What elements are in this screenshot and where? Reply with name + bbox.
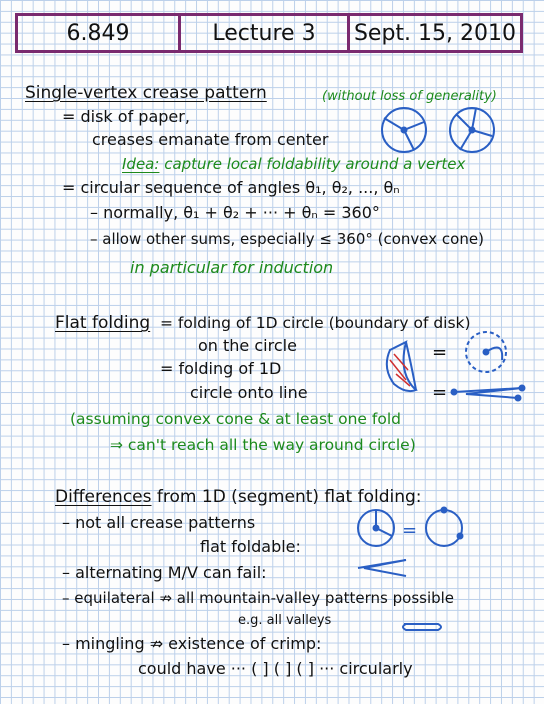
ff-line-on-circle: on the circle <box>198 336 297 355</box>
diff-item-alternating: – alternating M/V can fail: <box>62 563 267 582</box>
lecture-header <box>15 13 523 53</box>
wlog-note: (without loss of generality) <box>322 89 497 104</box>
disk-figure-2 <box>450 108 494 152</box>
diff-item-not-all: – not all crease patterns <box>62 513 256 532</box>
non-foldable-figures <box>356 506 466 554</box>
ff-line-folding-1d: = folding of 1D <box>160 359 282 378</box>
diff-item-could-have: could have ··· ( ] ( ] ( ] ··· circularly <box>138 659 413 678</box>
sv-line-normally: – normally, θ₁ + θ₂ + ··· + θₙ = 360° <box>90 203 380 222</box>
equals-sign-2: = <box>432 382 448 403</box>
circle-fold-figure <box>466 332 506 372</box>
idea-text: capture local foldability around a vertex <box>164 155 466 173</box>
idea-label: Idea: <box>122 155 160 173</box>
equals-sign-3: = <box>402 520 418 541</box>
sv-line-creases: creases emanate from center <box>92 130 329 149</box>
differences-word: Differences <box>55 487 152 507</box>
sv-line-allow: – allow other sums, especially ≤ 360° (convex cone) <box>90 230 484 248</box>
crease-circle-figure <box>358 510 394 546</box>
lecture-title: Lecture 3 <box>178 16 347 50</box>
folded-disk-figure <box>387 342 416 391</box>
line-fold-figure <box>452 386 525 401</box>
alternating-fail-figure <box>356 556 416 580</box>
differences-rest: from 1D (segment) flat folding: <box>156 487 422 507</box>
sv-line-angles: = circular sequence of angles θ₁, θ₂, ..., θₙ <box>62 178 400 197</box>
crimp-figure <box>400 618 446 636</box>
course-number: 6.849 <box>66 20 130 46</box>
disk-crease-figures <box>376 104 506 160</box>
section-title-differences <box>55 488 422 506</box>
sv-line-disk: = disk of paper, <box>62 107 190 126</box>
section-title-flat-folding: Flat folding <box>55 313 151 333</box>
ff-note-cant-reach: ⇒ can't reach all the way around circle) <box>110 436 416 454</box>
equals-sign-1: = <box>432 342 448 363</box>
sv-line-induction: in particular for induction <box>130 258 334 277</box>
section-title-single-vertex: Single-vertex crease pattern <box>25 83 267 103</box>
ff-note-convex: (assuming convex cone & at least one fold <box>70 410 401 428</box>
ff-line-1d-circle: = folding of 1D circle (boundary of disk) <box>160 314 471 332</box>
disk-figure-1 <box>382 108 426 152</box>
diff-item-flat-foldable: flat foldable: <box>200 537 301 556</box>
lecture-date: Sept. 15, 2010 <box>347 16 520 50</box>
diff-item-all-valleys: e.g. all valleys <box>238 613 332 628</box>
diff-item-mingling: – mingling ⇏ existence of crimp: <box>62 634 322 653</box>
circle-arc-figure <box>426 508 463 547</box>
ff-line-onto-line: circle onto line <box>190 383 308 402</box>
diff-item-equilateral: – equilateral ⇏ all mountain-valley patterns possible <box>62 589 455 607</box>
flat-folding-figures <box>376 330 526 410</box>
